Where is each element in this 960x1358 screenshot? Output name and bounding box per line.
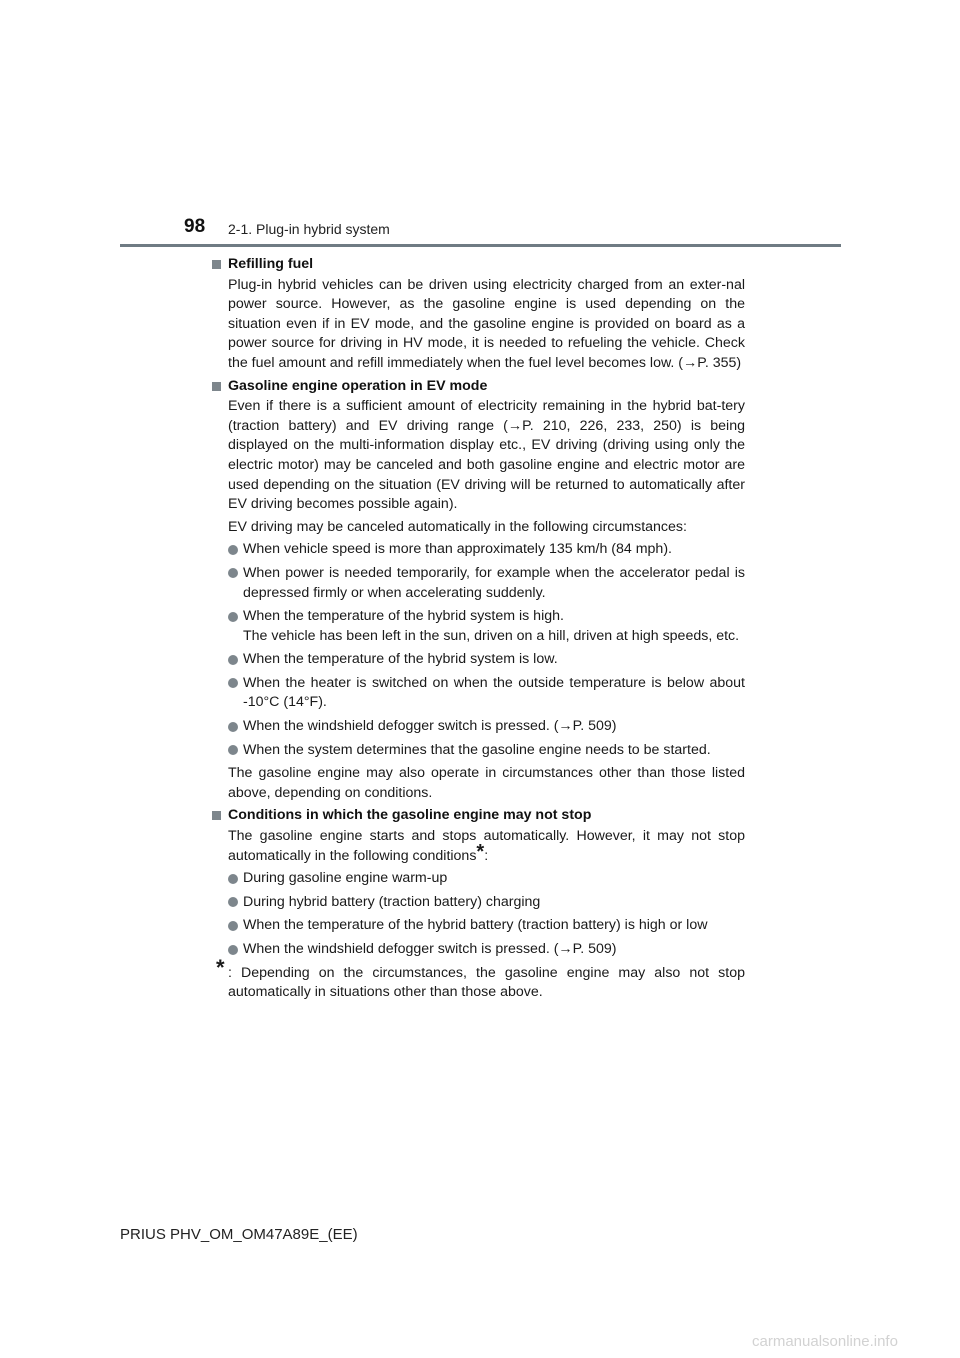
section-body [228, 827, 745, 866]
section-body-text: The gasoline engine starts and stops automatically. However, it may not stop automatically in the following conditions [228, 828, 745, 864]
heading-text: Gasoline engine operation in EV mode [228, 377, 488, 394]
list-item [228, 916, 745, 936]
heading-text: Conditions in which the gasoline engine may not stop [228, 807, 592, 824]
section-outro: The gasoline engine may also operate in circumstances other than those listed above, depending on conditions. [228, 765, 745, 801]
list-item-text: When the temperature of the hybrid battery (traction battery) is high or low [243, 917, 708, 934]
section-heading [211, 377, 745, 397]
square-bullet-icon [212, 260, 221, 269]
heading-text: Refilling fuel [228, 256, 314, 272]
circle-bullet-icon [228, 568, 238, 578]
section-heading [211, 806, 745, 826]
section-body: Plug-in hybrid vehicles can be driven using electricity charged from an exter-nal power source. However, as the gasoline engine is used depending on the situation even if in EV mode, and the gasoline engine is provided on board as a power source for driving in HV mode, it is needed to refueling the vehicle. Check the fuel amount and refill immediately when the fuel level becomes low. (→P. 355) [228, 276, 745, 371]
bullet-list [228, 869, 745, 959]
section-heading [211, 255, 745, 275]
circle-bullet-icon [228, 745, 238, 755]
list-item-text: When the temperature of the hybrid system is low. [243, 651, 558, 668]
list-item [228, 717, 745, 737]
list-item-text: When the system determines that the gasoline engine needs to be started. [243, 741, 711, 758]
list-item-text: When the windshield defogger switch is pressed. (→P. 509) [243, 941, 617, 957]
page-number: 98 [184, 216, 206, 237]
circle-bullet-icon [228, 945, 238, 955]
list-item-text: During hybrid battery (traction battery) charging [243, 893, 541, 910]
circle-bullet-icon [228, 612, 238, 622]
circle-bullet-icon [228, 874, 238, 884]
footnote-star: * [216, 954, 225, 980]
list-item-text: When the temperature of the hybrid system is high. [243, 608, 564, 625]
page-content [211, 255, 745, 1003]
list-item [228, 893, 745, 913]
list-item [228, 869, 745, 889]
circle-bullet-icon [228, 545, 238, 555]
watermark: carmanualsonline.info [752, 1333, 898, 1350]
list-item [228, 674, 745, 713]
circle-bullet-icon [228, 678, 238, 688]
section-body: Even if there is a sufficient amount of electricity remaining in the hybrid bat-tery (traction battery) and EV driving range (→P. 210, 226, 233, 250) is being displayed on the multi-information display etc., EV driving (driving using only the electric motor) may be canceled and both gasoline engine and electric motor are used depending on the situation (EV driving will be returned to automatically after EV driving becomes possible again). [228, 398, 745, 513]
footnote-text: : Depending on the circumstances, the gasoline engine may also not stop automatically in situations other than those above. [228, 964, 745, 1001]
list-item-detail: The vehicle has been left in the sun, driven on a hill, driven at high speeds, etc. [243, 627, 740, 644]
section-refilling-fuel [211, 255, 745, 374]
list-item-text: When power is needed temporarily, for example when the accelerator pedal is depressed firmly or when accelerating suddenly. [243, 564, 745, 601]
list-item-text: During gasoline engine warm-up [243, 870, 448, 887]
list-item [228, 650, 745, 670]
list-item-text: When the windshield defogger switch is pressed. (→P. 509) [243, 718, 617, 735]
footnote-marker: * [476, 840, 485, 863]
section-title: 2-1. Plug-in hybrid system [228, 221, 390, 237]
section-gasoline-engine-ev-mode [211, 377, 745, 804]
circle-bullet-icon [228, 897, 238, 907]
list-item [228, 607, 745, 646]
footnote [216, 954, 745, 1003]
bullet-list [228, 540, 745, 760]
header-rule [120, 244, 841, 247]
circle-bullet-icon [228, 921, 238, 931]
circle-bullet-icon [228, 722, 238, 732]
square-bullet-icon [212, 382, 221, 391]
list-item [228, 564, 745, 603]
list-item-text: When vehicle speed is more than approximately 135 km/h (84 mph). [243, 541, 672, 558]
square-bullet-icon [212, 811, 221, 820]
list-item [228, 940, 745, 960]
section-engine-may-not-stop [211, 806, 745, 959]
list-item [228, 540, 745, 560]
circle-bullet-icon [228, 655, 238, 665]
list-item [228, 741, 745, 761]
footer-document-code: PRIUS PHV_OM_OM47A89E_(EE) [120, 1226, 358, 1243]
section-intro: EV driving may be canceled automatically in the following circumstances: [228, 518, 687, 535]
section-body-suffix: : [484, 847, 489, 864]
list-item-text: When the heater is switched on when the outside temperature is below about -10°C (14°F). [243, 674, 745, 711]
